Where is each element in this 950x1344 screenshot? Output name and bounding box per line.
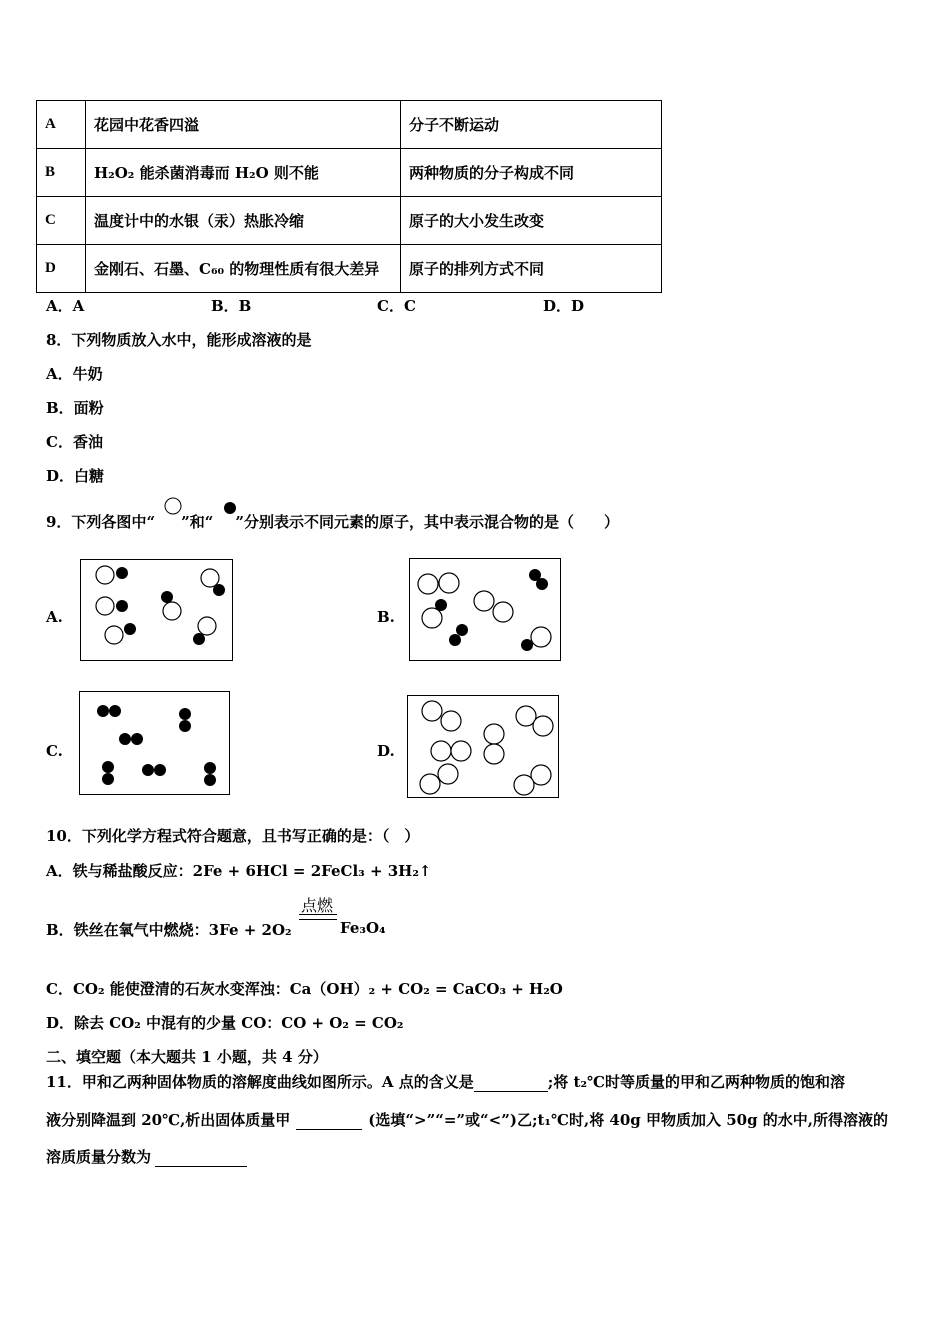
q8-option-c[interactable]: C．香油 xyxy=(46,433,103,451)
molecule-diagram-a xyxy=(81,560,234,662)
q11-line1 xyxy=(46,1071,845,1092)
q10-option-c[interactable]: C．CO₂ 能使澄清的石灰水变浑浊：Ca（OH）₂ + CO₂ = CaCO₃ + H₂O xyxy=(46,980,563,998)
black-atom-icon xyxy=(223,501,237,515)
table-row xyxy=(37,149,662,197)
q11-text-1: 11．甲和乙两种固体物质的溶解度曲线如图所示。A 点的含义是 xyxy=(46,1073,474,1091)
q8-stem: 8．下列物质放入水中，能形成溶液的是 xyxy=(46,331,312,349)
row-explanation: 原子的大小发生改变 xyxy=(401,197,662,245)
table-row xyxy=(37,101,662,149)
row-phenomenon: 金刚石、石墨、C₆₀ 的物理性质有很大差异 xyxy=(86,245,401,293)
q9-label-a[interactable]: A. xyxy=(46,608,63,626)
q10-option-b-left[interactable]: B．铁丝在氧气中燃烧：3Fe + 2O₂ xyxy=(46,921,292,939)
table-row xyxy=(37,197,662,245)
row-phenomenon: H₂O₂ 能杀菌消毒而 H₂O 则不能 xyxy=(86,149,401,197)
row-label: C xyxy=(37,197,86,245)
row-label: B xyxy=(37,149,86,197)
q11-text-3: 液分别降温到 20℃,析出固体质量甲 xyxy=(46,1111,291,1129)
molecule-diagram-d xyxy=(408,696,560,799)
answer-blank-1[interactable] xyxy=(474,1073,548,1092)
white-atom-icon xyxy=(163,496,183,516)
q11-text-5: 溶质质量分数为 xyxy=(46,1148,152,1166)
row-label: A xyxy=(37,101,86,149)
q9-diagram-a[interactable] xyxy=(80,559,233,661)
q10-option-b-right: Fe₃O₄ xyxy=(340,919,386,937)
q8-option-d[interactable]: D．白糖 xyxy=(46,467,105,485)
q9-diagram-c[interactable] xyxy=(79,691,230,795)
q11-text-4: (选填“>”“=”或“<”)乙;t₁℃时,将 40g 甲物质加入 50g 的水中,所得溶液的 xyxy=(368,1111,889,1129)
section-title: 二、填空题（本大题共 1 小题，共 4 分） xyxy=(46,1048,328,1066)
row-explanation: 分子不断运动 xyxy=(401,101,662,149)
row-phenomenon: 花园中花香四溢 xyxy=(86,101,401,149)
row-explanation: 原子的排列方式不同 xyxy=(401,245,662,293)
reaction-condition: 点燃 xyxy=(301,896,334,915)
q11-line3 xyxy=(46,1146,247,1167)
row-phenomenon: 温度计中的水银（汞）热胀冷缩 xyxy=(86,197,401,245)
q10-option-d[interactable]: D．除去 CO₂ 中混有的少量 CO：CO + O₂ = CO₂ xyxy=(46,1014,404,1032)
q8-option-a[interactable]: A．牛奶 xyxy=(46,365,103,383)
molecule-diagram-c xyxy=(80,692,231,796)
table-row xyxy=(37,245,662,293)
q7-option-c[interactable]: C．C xyxy=(377,297,416,315)
equals-sign xyxy=(299,914,337,920)
row-explanation: 两种物质的分子构成不同 xyxy=(401,149,662,197)
molecule-diagram-b xyxy=(410,559,562,662)
q7-option-b[interactable]: B．B xyxy=(211,297,252,315)
q9-label-b[interactable]: B. xyxy=(377,608,395,626)
q7-table xyxy=(36,100,662,293)
q9-stem xyxy=(46,511,619,532)
q9-label-c[interactable]: C. xyxy=(46,742,63,760)
row-label: D xyxy=(37,245,86,293)
q10-option-a[interactable]: A．铁与稀盐酸反应：2Fe + 6HCl = 2FeCl₃ + 3H₂↑ xyxy=(46,862,432,880)
q7-option-a[interactable]: A．A xyxy=(46,297,85,315)
q9-diagram-b[interactable] xyxy=(409,558,561,661)
q11-line2 xyxy=(46,1109,888,1130)
answer-blank-3[interactable] xyxy=(155,1148,247,1167)
q8-option-b[interactable]: B．面粉 xyxy=(46,399,104,417)
q9-stem-part2: ”和“ xyxy=(181,513,214,531)
q10-stem: 10．下列化学方程式符合题意，且书写正确的是：（ ） xyxy=(46,827,420,845)
q9-stem-part3: ”分别表示不同元素的原子，其中表示混合物的是（ ） xyxy=(235,513,619,531)
answer-blank-2[interactable] xyxy=(296,1111,362,1130)
q9-label-d[interactable]: D. xyxy=(377,742,395,760)
q9-diagram-d[interactable] xyxy=(407,695,559,798)
q7-option-d[interactable]: D．D xyxy=(543,297,585,315)
q11-text-2: ;将 t₂℃时等质量的甲和乙两种物质的饱和溶 xyxy=(547,1073,845,1091)
q9-stem-part1: 9．下列各图中“ xyxy=(46,513,156,531)
